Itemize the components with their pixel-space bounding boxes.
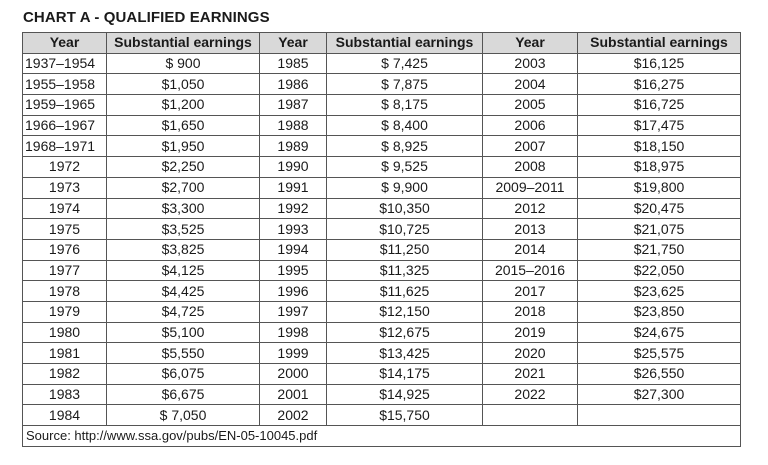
year-cell: 1966–1967 xyxy=(23,115,107,136)
earnings-cell: $ 8,400 xyxy=(327,115,483,136)
year-cell: 1983 xyxy=(23,384,107,405)
year-cell: 1975 xyxy=(23,219,107,240)
earnings-cell: $14,175 xyxy=(327,364,483,385)
year-cell: 1978 xyxy=(23,281,107,302)
year-cell: 1982 xyxy=(23,364,107,385)
year-cell: 1979 xyxy=(23,301,107,322)
earnings-cell: $5,100 xyxy=(107,322,260,343)
year-cell: 1984 xyxy=(23,405,107,426)
earnings-cell: $15,750 xyxy=(327,405,483,426)
earnings-cell: $17,475 xyxy=(578,115,741,136)
year-cell: 2020 xyxy=(483,343,578,364)
table-row xyxy=(23,301,741,322)
earnings-cell: $ 7,050 xyxy=(107,405,260,426)
earnings-cell: $22,050 xyxy=(578,260,741,281)
earnings-cell: $10,350 xyxy=(327,198,483,219)
year-cell: 1974 xyxy=(23,198,107,219)
year-cell: 1993 xyxy=(260,219,327,240)
year-cell: 2005 xyxy=(483,95,578,116)
column-header-year: Year xyxy=(23,33,107,54)
year-cell: 2019 xyxy=(483,322,578,343)
earnings-cell: $4,425 xyxy=(107,281,260,302)
earnings-cell: $4,125 xyxy=(107,260,260,281)
earnings-cell: $27,300 xyxy=(578,384,741,405)
year-cell: 1991 xyxy=(260,177,327,198)
year-cell: 1972 xyxy=(23,157,107,178)
earnings-cell: $ 7,875 xyxy=(327,74,483,95)
year-cell: 2012 xyxy=(483,198,578,219)
year-cell: 2014 xyxy=(483,239,578,260)
year-cell: 2017 xyxy=(483,281,578,302)
earnings-cell: $20,475 xyxy=(578,198,741,219)
year-cell: 1937–1954 xyxy=(23,53,107,74)
table-row xyxy=(23,260,741,281)
year-cell: 1988 xyxy=(260,115,327,136)
year-cell: 2018 xyxy=(483,301,578,322)
earnings-cell: $13,425 xyxy=(327,343,483,364)
earnings-cell: $11,625 xyxy=(327,281,483,302)
year-cell: 1995 xyxy=(260,260,327,281)
year-cell: 2006 xyxy=(483,115,578,136)
year-cell: 1987 xyxy=(260,95,327,116)
earnings-cell: $12,150 xyxy=(327,301,483,322)
header-row xyxy=(23,33,741,54)
earnings-cell: $24,675 xyxy=(578,322,741,343)
earnings-cell: $16,275 xyxy=(578,74,741,95)
table-row xyxy=(23,405,741,426)
table-row xyxy=(23,157,741,178)
earnings-cell: $6,675 xyxy=(107,384,260,405)
table-row xyxy=(23,322,741,343)
chart-title: CHART A - QUALIFIED EARNINGS xyxy=(23,9,270,26)
earnings-cell: $3,825 xyxy=(107,239,260,260)
source-row xyxy=(23,426,741,447)
earnings-cell: $ 7,425 xyxy=(327,53,483,74)
qualified-earnings-table xyxy=(22,32,741,447)
table-row xyxy=(23,239,741,260)
earnings-cell: $23,625 xyxy=(578,281,741,302)
table-body xyxy=(23,53,741,425)
year-cell: 1959–1965 xyxy=(23,95,107,116)
year-cell: 2008 xyxy=(483,157,578,178)
table-row xyxy=(23,343,741,364)
year-cell: 1999 xyxy=(260,343,327,364)
year-cell: 2022 xyxy=(483,384,578,405)
earnings-cell: $ 900 xyxy=(107,53,260,74)
year-cell: 1994 xyxy=(260,239,327,260)
earnings-cell: $3,525 xyxy=(107,219,260,240)
table-row xyxy=(23,281,741,302)
source-note: Source: http://www.ssa.gov/pubs/EN-05-10045.pdf xyxy=(23,426,741,447)
table-row xyxy=(23,53,741,74)
table-row xyxy=(23,198,741,219)
earnings-cell: $ 8,175 xyxy=(327,95,483,116)
earnings-cell: $16,725 xyxy=(578,95,741,116)
earnings-cell: $1,950 xyxy=(107,136,260,157)
earnings-cell: $1,200 xyxy=(107,95,260,116)
table-row xyxy=(23,177,741,198)
year-cell: 1985 xyxy=(260,53,327,74)
earnings-cell: $18,975 xyxy=(578,157,741,178)
year-cell: 1990 xyxy=(260,157,327,178)
earnings-cell: $ 8,925 xyxy=(327,136,483,157)
earnings-cell: $4,725 xyxy=(107,301,260,322)
earnings-cell: $1,650 xyxy=(107,115,260,136)
earnings-cell: $23,850 xyxy=(578,301,741,322)
year-cell: 1980 xyxy=(23,322,107,343)
year-cell: 1989 xyxy=(260,136,327,157)
earnings-cell: $25,575 xyxy=(578,343,741,364)
year-cell: 2009–2011 xyxy=(483,177,578,198)
earnings-cell: $6,075 xyxy=(107,364,260,385)
column-header-year: Year xyxy=(483,33,578,54)
earnings-cell: $ 9,900 xyxy=(327,177,483,198)
earnings-cell: $26,550 xyxy=(578,364,741,385)
year-cell: 2015–2016 xyxy=(483,260,578,281)
column-header-substantial-earnings: Substantial earnings xyxy=(107,33,260,54)
earnings-cell: $1,050 xyxy=(107,74,260,95)
year-cell xyxy=(483,405,578,426)
earnings-cell: $ 9,525 xyxy=(327,157,483,178)
year-cell: 1973 xyxy=(23,177,107,198)
earnings-cell xyxy=(578,405,741,426)
year-cell: 2003 xyxy=(483,53,578,74)
table-row xyxy=(23,136,741,157)
earnings-cell: $12,675 xyxy=(327,322,483,343)
earnings-cell: $16,125 xyxy=(578,53,741,74)
year-cell: 1968–1971 xyxy=(23,136,107,157)
earnings-cell: $19,800 xyxy=(578,177,741,198)
earnings-cell: $11,250 xyxy=(327,239,483,260)
year-cell: 1976 xyxy=(23,239,107,260)
earnings-cell: $21,750 xyxy=(578,239,741,260)
table-row xyxy=(23,219,741,240)
year-cell: 2021 xyxy=(483,364,578,385)
earnings-cell: $2,700 xyxy=(107,177,260,198)
earnings-cell: $11,325 xyxy=(327,260,483,281)
year-cell: 1986 xyxy=(260,74,327,95)
year-cell: 1955–1958 xyxy=(23,74,107,95)
table-row xyxy=(23,384,741,405)
year-cell: 2001 xyxy=(260,384,327,405)
earnings-cell: $18,150 xyxy=(578,136,741,157)
year-cell: 1992 xyxy=(260,198,327,219)
year-cell: 1998 xyxy=(260,322,327,343)
year-cell: 1981 xyxy=(23,343,107,364)
table-row xyxy=(23,364,741,385)
earnings-cell: $2,250 xyxy=(107,157,260,178)
earnings-cell: $5,550 xyxy=(107,343,260,364)
table-row xyxy=(23,74,741,95)
column-header-year: Year xyxy=(260,33,327,54)
column-header-substantial-earnings: Substantial earnings xyxy=(578,33,741,54)
year-cell: 2004 xyxy=(483,74,578,95)
year-cell: 2013 xyxy=(483,219,578,240)
year-cell: 2002 xyxy=(260,405,327,426)
year-cell: 1996 xyxy=(260,281,327,302)
year-cell: 2000 xyxy=(260,364,327,385)
year-cell: 1977 xyxy=(23,260,107,281)
column-header-substantial-earnings: Substantial earnings xyxy=(327,33,483,54)
earnings-cell: $14,925 xyxy=(327,384,483,405)
earnings-cell: $10,725 xyxy=(327,219,483,240)
earnings-cell: $3,300 xyxy=(107,198,260,219)
table-row xyxy=(23,95,741,116)
table-row xyxy=(23,115,741,136)
year-cell: 1997 xyxy=(260,301,327,322)
year-cell: 2007 xyxy=(483,136,578,157)
earnings-cell: $21,075 xyxy=(578,219,741,240)
